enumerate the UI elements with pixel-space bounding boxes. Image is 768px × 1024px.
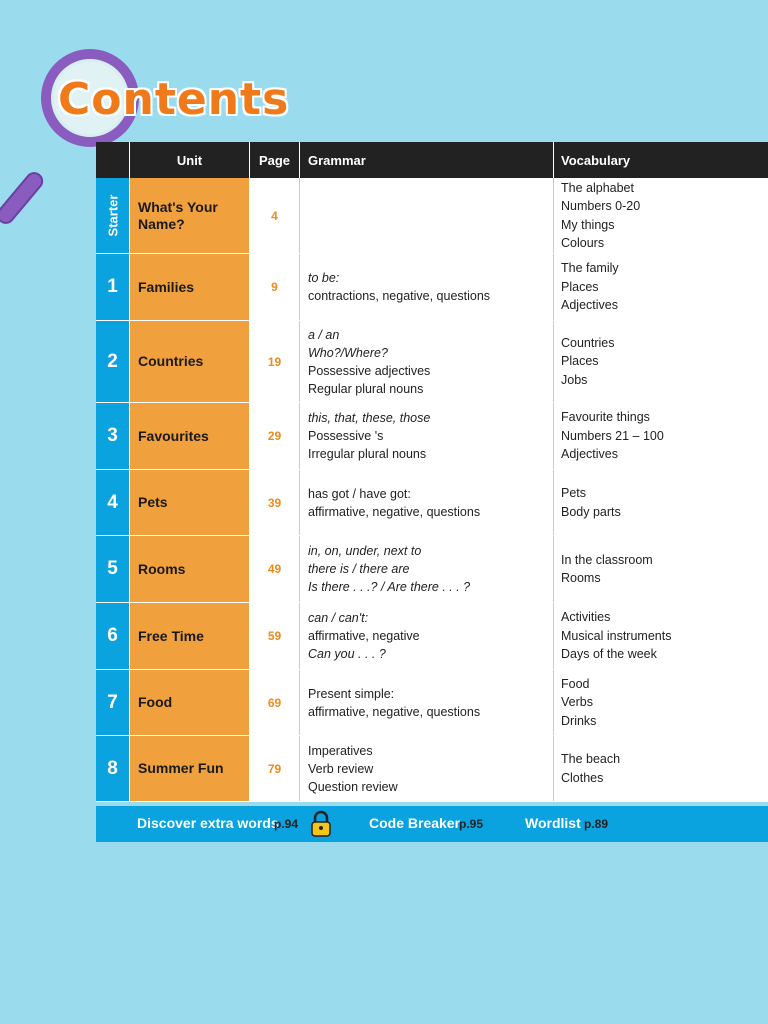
unit-number: [96, 403, 130, 469]
unit-number: [96, 536, 130, 602]
table-row: [96, 403, 768, 470]
unit-number-label: 7: [107, 691, 118, 713]
unit-number-label: 6: [107, 625, 118, 646]
grammar-item: Imperatives: [308, 743, 373, 758]
unit-number: [96, 670, 130, 735]
vocabulary-item: Places: [561, 279, 599, 294]
grammar-item: affirmative, negative: [308, 629, 420, 643]
unit-number-label: 2: [107, 350, 118, 372]
grammar-item: this, that, these, those: [308, 411, 431, 425]
header-grammar: Grammar: [300, 142, 554, 178]
grammar-item: affirmative, negative, questions: [308, 704, 481, 719]
grammar-item: Present simple:: [308, 686, 395, 701]
vocabulary-item: Clothes: [561, 770, 604, 785]
vocabulary-item: Rooms: [561, 571, 601, 585]
unit-number: [96, 470, 130, 535]
wordlist-page: p.89: [584, 817, 609, 831]
vocabulary-cell: [554, 178, 768, 253]
footer-bar: [96, 806, 768, 842]
vocabulary-item: Colours: [561, 236, 605, 250]
grammar-item: in, on, under, next to: [308, 544, 422, 558]
vocabulary-cell: [554, 321, 768, 402]
table-row: [96, 603, 768, 670]
padlock-icon: [310, 810, 332, 838]
unit-number-label: 3: [107, 425, 118, 446]
vocabulary-item: Food: [561, 676, 590, 691]
grammar-cell: [300, 670, 554, 735]
unit-page: 19: [250, 321, 300, 402]
unit-page: 4: [250, 178, 300, 253]
vocabulary-item: Pets: [561, 486, 587, 500]
vocabulary-item: Activities: [561, 610, 611, 625]
vocabulary-cell: [554, 736, 768, 801]
code-breaker-link[interactable]: Code Breaker: [369, 815, 461, 831]
unit-title: Countries: [130, 321, 250, 402]
table-row: [96, 736, 768, 802]
unit-page: 79: [250, 736, 300, 801]
grammar-item: Irregular plural nouns: [308, 447, 427, 461]
table-row: [96, 670, 768, 736]
unit-page: 49: [250, 536, 300, 602]
code-breaker-page: p.95: [459, 817, 484, 831]
grammar-item: Possessive adjectives: [308, 363, 431, 378]
unit-page: 39: [250, 470, 300, 535]
unit-title: Families: [130, 254, 250, 320]
vocabulary-item: My things: [561, 217, 615, 232]
grammar-item: there is / there are: [308, 562, 410, 576]
grammar-item: Regular plural nouns: [308, 381, 424, 396]
vocabulary-item: Verbs: [561, 695, 593, 710]
unit-title: What's Your Name?: [130, 178, 250, 253]
discover-extra-words-link[interactable]: Discover extra words: [137, 815, 279, 831]
vocabulary-cell: [554, 603, 768, 669]
unit-title: Food: [130, 670, 250, 735]
vocabulary-cell: [554, 670, 768, 735]
grammar-item: Verb review: [308, 761, 374, 776]
vocabulary-item: The beach: [561, 752, 621, 766]
unit-number-label: 8: [107, 757, 118, 779]
vocabulary-item: The family: [561, 261, 619, 276]
grammar-cell: [300, 403, 554, 469]
vocabulary-cell: [554, 470, 768, 535]
table-row: [96, 254, 768, 321]
table-row: [96, 321, 768, 403]
grammar-item: can / can't:: [308, 611, 369, 625]
vocabulary-item: Numbers 21 – 100: [561, 428, 664, 443]
vocabulary-item: Favourite things: [561, 410, 650, 425]
unit-number: [96, 254, 130, 320]
vocabulary-item: Countries: [561, 335, 615, 350]
grammar-item: affirmative, negative, questions: [308, 504, 481, 519]
grammar-item: has got / have got:: [308, 486, 411, 501]
vocabulary-cell: [554, 254, 768, 320]
unit-page: 69: [250, 670, 300, 735]
unit-number: [96, 178, 130, 253]
vocabulary-item: Numbers 0-20: [561, 199, 641, 213]
vocabulary-item: Body parts: [561, 504, 621, 519]
wordlist-link[interactable]: Wordlist: [525, 815, 581, 831]
vocabulary-item: Drinks: [561, 713, 597, 728]
unit-page: 29: [250, 403, 300, 469]
grammar-item: Can you . . . ?: [308, 647, 386, 661]
grammar-cell: [300, 470, 554, 535]
grammar-item: Possessive 's: [308, 429, 384, 443]
unit-title: Favourites: [130, 403, 250, 469]
unit-page: 9: [250, 254, 300, 320]
unit-number: [96, 321, 130, 402]
unit-number-label: Starter: [105, 194, 121, 237]
unit-number-label: 4: [107, 491, 118, 513]
unit-number: [96, 736, 130, 801]
grammar-item: Is there . . .? / Are there . . . ?: [308, 580, 471, 594]
vocabulary-cell: [554, 403, 768, 469]
grammar-cell: [300, 536, 554, 602]
vocabulary-item: Jobs: [561, 372, 588, 387]
grammar-item: Question review: [308, 779, 398, 794]
grammar-item: contractions, negative, questions: [308, 289, 491, 303]
discover-page: p.94: [274, 817, 299, 831]
contents-table: [96, 142, 768, 802]
grammar-cell: [300, 178, 554, 253]
unit-number-label: 5: [107, 558, 118, 579]
header-unit: Unit: [130, 142, 250, 178]
grammar-cell: [300, 254, 554, 320]
grammar-cell: [300, 736, 554, 801]
vocabulary-item: Days of the week: [561, 647, 657, 662]
vocabulary-item: The alphabet: [561, 180, 634, 195]
grammar-item: to be:: [308, 271, 340, 285]
unit-page: 59: [250, 603, 300, 669]
unit-number: [96, 603, 130, 669]
unit-title: Rooms: [130, 536, 250, 602]
table-row: [96, 178, 768, 254]
unit-title: Pets: [130, 470, 250, 535]
grammar-item: a / an: [308, 327, 340, 342]
unit-title: Free Time: [130, 603, 250, 669]
vocabulary-item: Places: [561, 354, 599, 369]
vocabulary-item: In the classroom: [561, 552, 653, 567]
page-title: Contents: [58, 74, 290, 125]
header-page: Page: [250, 142, 300, 178]
vocabulary-item: Musical instruments: [561, 628, 672, 643]
vocabulary-item: Adjectives: [561, 447, 618, 462]
header-vocabulary: Vocabulary: [561, 152, 631, 168]
unit-title: Summer Fun: [130, 736, 250, 801]
unit-number-label: 1: [107, 276, 118, 297]
table-row: [96, 536, 768, 603]
table-header: [96, 142, 768, 178]
grammar-item: Who?/Where?: [308, 345, 388, 360]
table-row: [96, 470, 768, 536]
grammar-cell: [300, 321, 554, 402]
vocabulary-cell: [554, 536, 768, 602]
vocabulary-item: Adjectives: [561, 298, 618, 313]
grammar-cell: [300, 603, 554, 669]
